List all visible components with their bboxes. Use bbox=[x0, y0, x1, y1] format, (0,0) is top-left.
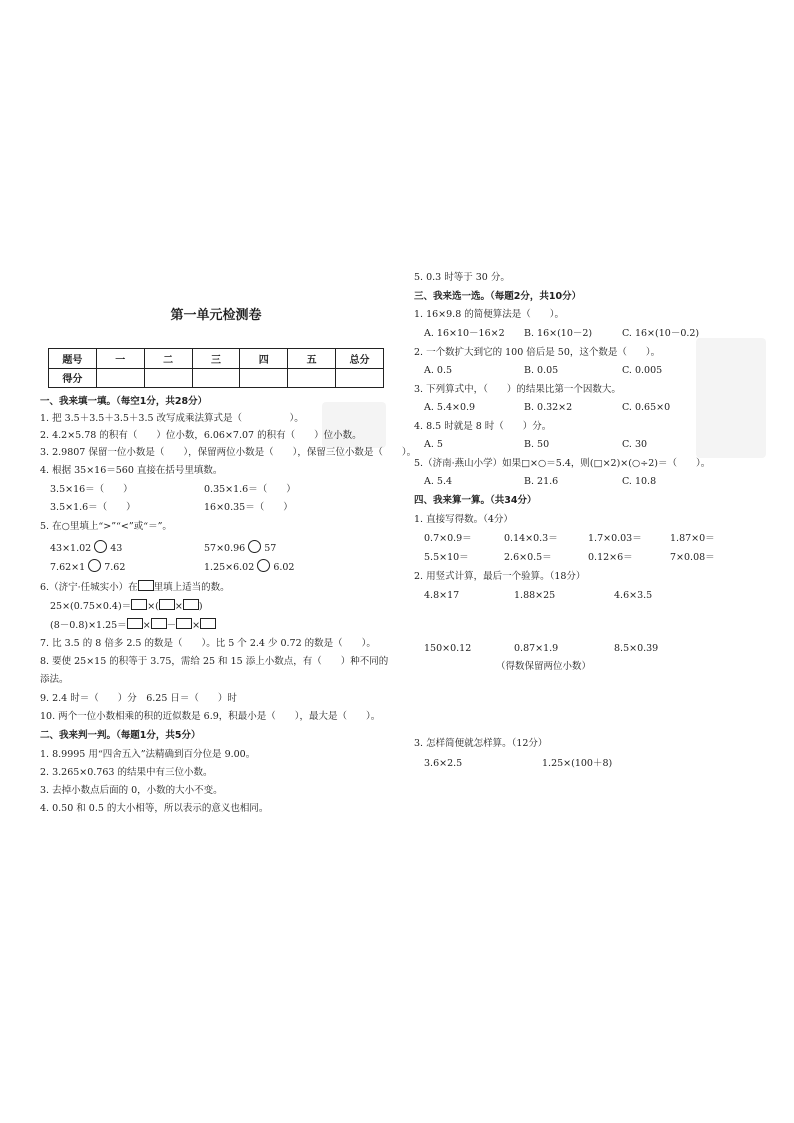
expr-text: (8－0.8)×1.25＝ bbox=[50, 620, 127, 631]
oral-calc-item: 0.7×0.9＝ bbox=[424, 533, 472, 544]
score-header-cell: 总分 bbox=[336, 349, 384, 369]
question-3-2: 2. 一个数扩大到它的 100 倍后是 50，这个数是（ ）。 bbox=[414, 347, 661, 358]
compare-circle[interactable] bbox=[94, 540, 107, 553]
answer-box[interactable] bbox=[183, 599, 199, 610]
question-2-5: 5. 0.3 时等于 30 分。 bbox=[414, 272, 510, 283]
score-table bbox=[48, 348, 384, 388]
question-1-1: 1. 把 3.5＋3.5＋3.5＋3.5 改写成乘法算式是（ ）。 bbox=[40, 413, 304, 424]
question-1-7: 7. 比 3.5 的 8 倍多 2.5 的数是（ ）。比 5 个 2.4 少 0.72 的数是（ ）。 bbox=[40, 638, 376, 649]
compare-item bbox=[50, 540, 122, 552]
score-input-cell[interactable] bbox=[96, 368, 144, 388]
compare-right: 57 bbox=[264, 543, 277, 554]
option-a[interactable]: A. 5.4 bbox=[424, 476, 453, 487]
oral-calc-item: 7×0.08＝ bbox=[670, 552, 715, 563]
score-header-cell: 二 bbox=[144, 349, 192, 369]
section-2-heading: 二、我来判一判。（每题1分，共5分） bbox=[40, 730, 201, 741]
answer-box[interactable] bbox=[151, 618, 167, 629]
question-1-4d: 16×0.35＝（ ） bbox=[204, 502, 293, 513]
question-1-9: 9. 2.4 时＝（ ）分 6.25 日＝（ ）时 bbox=[40, 693, 237, 704]
oral-calc-item: 2.6×0.5＝ bbox=[504, 552, 552, 563]
score-input-cell[interactable] bbox=[240, 368, 288, 388]
score-table-score-row bbox=[49, 368, 384, 388]
option-a[interactable]: A. 16×10－16×2 bbox=[424, 328, 505, 339]
compare-item bbox=[204, 559, 294, 571]
question-1-8a: 8. 要使 25×15 的积等于 3.75，需给 25 和 15 添上小数点，有（ ）种不同的 bbox=[40, 656, 389, 667]
question-3-4: 4. 8.5 时就是 8 时（ ）分。 bbox=[414, 421, 552, 432]
oral-calc-item: 0.14×0.3＝ bbox=[504, 533, 558, 544]
compare-left: 57×0.96 bbox=[204, 543, 246, 554]
answer-box[interactable] bbox=[176, 618, 192, 629]
compare-right: 6.02 bbox=[273, 562, 295, 573]
score-input-cell[interactable] bbox=[336, 368, 384, 388]
question-1-4b: 0.35×1.6＝（ ） bbox=[204, 484, 296, 495]
score-header-cell: 五 bbox=[288, 349, 336, 369]
score-header-cell: 四 bbox=[240, 349, 288, 369]
question-1-8b: 添法。 bbox=[40, 674, 69, 685]
compare-circle[interactable] bbox=[248, 540, 261, 553]
question-1-4: 4. 根据 35×16＝560 直接在括号里填数。 bbox=[40, 465, 223, 476]
vertical-calc-item: 1.88×25 bbox=[514, 590, 556, 601]
question-4-1: 1. 直接写得数。（4分） bbox=[414, 514, 513, 525]
scan-smudge bbox=[696, 338, 766, 458]
expr-text: × bbox=[192, 620, 201, 631]
score-row-label: 得分 bbox=[49, 368, 97, 388]
question-1-6 bbox=[40, 580, 230, 592]
option-c[interactable]: C. 10.8 bbox=[622, 476, 657, 487]
option-b[interactable]: B. 21.6 bbox=[524, 476, 559, 487]
simplify-calc-item: 3.6×2.5 bbox=[424, 758, 463, 769]
question-1-10: 10. 两个一位小数相乘的积的近似数是 6.9，积最小是（ ），最大是（ ）。 bbox=[40, 711, 381, 722]
answer-box-icon bbox=[138, 580, 154, 591]
compare-item bbox=[50, 559, 125, 571]
option-c[interactable]: C. 16×(10－0.2) bbox=[622, 328, 700, 339]
option-a[interactable]: A. 5.4×0.9 bbox=[424, 402, 476, 413]
answer-box[interactable] bbox=[127, 618, 143, 629]
expr-text: ×( bbox=[147, 601, 159, 612]
vertical-calc-item: 4.6×3.5 bbox=[614, 590, 653, 601]
section-3-heading: 三、我来选一选。（每题2分，共10分） bbox=[414, 291, 582, 302]
page-title: 第一单元检测卷 bbox=[170, 308, 262, 323]
answer-box[interactable] bbox=[200, 618, 216, 629]
score-input-cell[interactable] bbox=[192, 368, 240, 388]
simplify-calc-item: 1.25×(100＋8) bbox=[542, 758, 613, 769]
option-c[interactable]: C. 0.005 bbox=[622, 365, 663, 376]
answer-box[interactable] bbox=[131, 599, 147, 610]
question-2-4: 4. 0.50 和 0.5 的大小相等，所以表示的意义也相同。 bbox=[40, 803, 269, 814]
oral-calc-item: 1.87×0＝ bbox=[670, 533, 715, 544]
vertical-calc-item: 150×0.12 bbox=[424, 643, 472, 654]
question-1-4c: 3.5×1.6＝（ ） bbox=[50, 502, 136, 513]
oral-calc-item: 0.12×6＝ bbox=[588, 552, 633, 563]
option-a[interactable]: A. 5 bbox=[424, 439, 443, 450]
question-1-3: 3. 2.9807 保留一位小数是（ ），保留两位小数是（ ），保留三位小数是（ ）。 bbox=[40, 447, 417, 458]
question-1-5: 5. 在○里填上“>”“<”或“＝”。 bbox=[40, 521, 172, 532]
question-1-4a: 3.5×16＝（ ） bbox=[50, 484, 133, 495]
score-header-cell: 三 bbox=[192, 349, 240, 369]
expr-text: － bbox=[166, 620, 177, 631]
compare-left: 7.62×1 bbox=[50, 562, 86, 573]
score-input-cell[interactable] bbox=[288, 368, 336, 388]
question-3-5: 5.（济南·燕山小学）如果□×○＝5.4，则(□×2)×(○÷2)＝（ ）。 bbox=[414, 458, 711, 469]
score-input-cell[interactable] bbox=[144, 368, 192, 388]
question-1-2: 2. 4.2×5.78 的积有（ ）位小数，6.06×7.07 的积有（ ）位小数。 bbox=[40, 430, 362, 441]
compare-item bbox=[204, 540, 276, 552]
vertical-calc-item: 0.87×1.9 bbox=[514, 643, 559, 654]
option-c[interactable]: C. 0.65×0 bbox=[622, 402, 671, 413]
expr-text: 25×(0.75×0.4)＝ bbox=[50, 601, 132, 612]
question-3-3: 3. 下列算式中，（ ）的结果比第一个因数大。 bbox=[414, 384, 621, 395]
option-b[interactable]: B. 16×(10－2) bbox=[524, 328, 593, 339]
question-2-2: 2. 3.265×0.763 的结果中有三位小数。 bbox=[40, 767, 213, 778]
question-1-6a bbox=[50, 599, 203, 611]
question-2-3: 3. 去掉小数点后面的 0，小数的大小不变。 bbox=[40, 785, 223, 796]
question-1-6-post: 里填上适当的数。 bbox=[153, 582, 230, 593]
expr-text: × bbox=[174, 601, 183, 612]
compare-circle[interactable] bbox=[257, 559, 270, 572]
question-4-2: 2. 用竖式计算，最后一个验算。（18分） bbox=[414, 571, 586, 582]
compare-left: 1.25×6.02 bbox=[204, 562, 255, 573]
option-b[interactable]: B. 0.32×2 bbox=[524, 402, 573, 413]
expr-text: ) bbox=[198, 601, 203, 612]
score-header-cell: 一 bbox=[96, 349, 144, 369]
oral-calc-item: 5.5×10＝ bbox=[424, 552, 469, 563]
question-4-3: 3. 怎样简便就怎样算。（12分） bbox=[414, 738, 548, 749]
question-2-1: 1. 8.9995 用“四舍五入”法精确到百分位是 9.00。 bbox=[40, 749, 256, 760]
vertical-calc-item: 8.5×0.39 bbox=[614, 643, 659, 654]
question-1-6b bbox=[50, 618, 216, 630]
section-1-heading: 一、我来填一填。（每空1分，共28分） bbox=[40, 396, 208, 407]
score-table-header-row bbox=[49, 349, 384, 369]
compare-right: 43 bbox=[110, 543, 123, 554]
vertical-calc-item: 4.8×17 bbox=[424, 590, 460, 601]
section-4-heading: 四、我来算一算。（共34分） bbox=[414, 495, 537, 506]
oral-calc-item: 1.7×0.03＝ bbox=[588, 533, 642, 544]
compare-circle[interactable] bbox=[88, 559, 101, 572]
compare-left: 43×1.02 bbox=[50, 543, 92, 554]
option-c[interactable]: C. 30 bbox=[622, 439, 648, 450]
expr-text: × bbox=[142, 620, 151, 631]
question-3-1: 1. 16×9.8 的简便算法是（ ）。 bbox=[414, 309, 565, 320]
option-b[interactable]: B. 0.05 bbox=[524, 365, 559, 376]
option-b[interactable]: B. 50 bbox=[524, 439, 550, 450]
rounding-note: （得数保留两位小数） bbox=[496, 661, 592, 672]
answer-box[interactable] bbox=[159, 599, 175, 610]
score-header-cell: 题号 bbox=[49, 349, 97, 369]
question-1-6-pre: 6.（济宁·任城实小）在 bbox=[40, 582, 138, 593]
option-a[interactable]: A. 0.5 bbox=[424, 365, 453, 376]
compare-right: 7.62 bbox=[104, 562, 126, 573]
